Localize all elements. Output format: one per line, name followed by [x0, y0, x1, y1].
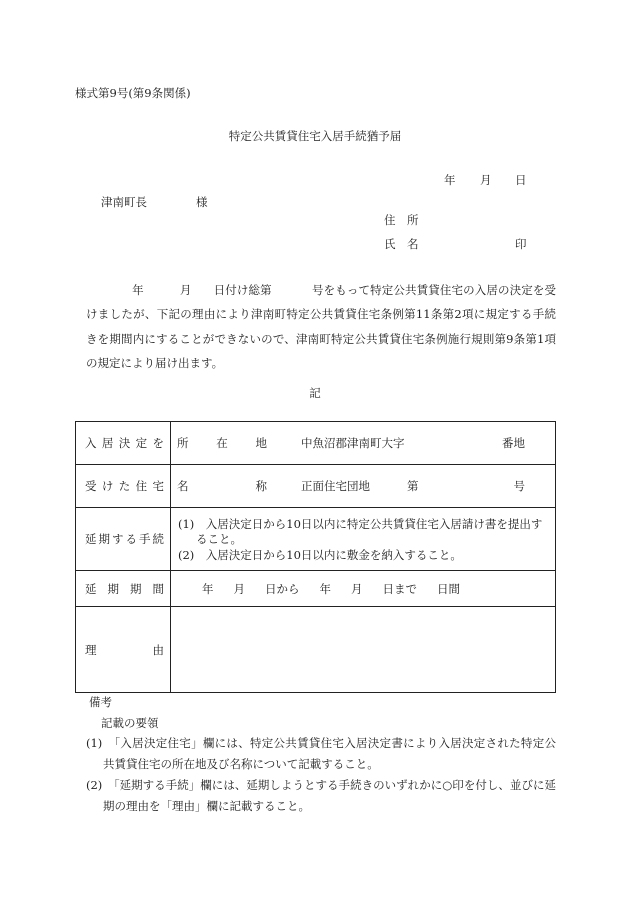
location-value: 中魚沼郡津南町大字 [301, 436, 405, 450]
period-month-2: 月 [351, 581, 363, 596]
procedure-label-cell [76, 508, 171, 571]
body-text: 号をもって特定公共賃貸住宅の入居の決定を受けましたが、下記の理由により津南町特定公共賃貸住宅条例第11条第2項に規定する手続きを期間内にすることができないので、津南町特定公共賃貸住宅条例施行規則第9条第1項の規定により届け出ます。 [86, 283, 557, 370]
document-title: 特定公共賃貸住宅入居手続猶予届 [228, 129, 402, 143]
reason-label: 理 由 [85, 642, 164, 657]
housing-label: 受 け た 住 宅 [85, 479, 164, 493]
procedure-item-1: (1) 入居決定日から10日以内に特定公共賃貸住宅入居請け書を提出すること。 [178, 516, 543, 547]
period-label: 延 期 期 間 [85, 581, 164, 596]
period-year-2: 年 [319, 581, 331, 596]
period-day-from: 日から [265, 581, 300, 596]
body-paragraph [86, 278, 556, 375]
date-month: 月 [480, 173, 492, 187]
period-label-cell [76, 571, 171, 607]
period-month-1: 月 [233, 581, 245, 596]
form-number: 様式第9号(第9条関係) [75, 86, 191, 100]
procedure-cell [171, 508, 556, 571]
location-suffix: 番地 [502, 436, 525, 450]
period-days: 日間 [437, 581, 460, 596]
name-label: 氏 名 [384, 237, 419, 251]
period-day-until: 日まで [382, 581, 417, 596]
date-year: 年 [444, 173, 456, 187]
date-day: 日 [515, 173, 527, 187]
location-key: 所 在 地 [177, 436, 267, 450]
seal-mark: 印 [515, 237, 527, 251]
procedure-label: 延 期 す る 手 続 [85, 532, 164, 546]
period-year-1: 年 [202, 581, 214, 596]
body-blank-year: 年 [132, 283, 144, 297]
row-label-decision [76, 422, 171, 465]
name-go: 号 [513, 479, 525, 493]
procedure-item-2: (2) 入居決定日から10日以内に敷金を納入すること。 [178, 547, 462, 562]
notes-list [86, 733, 556, 817]
ki-heading: 記 [309, 386, 321, 400]
reason-cell [171, 607, 556, 693]
body-dated-number: 日付け総第 [213, 283, 272, 297]
notes-heading: 備考 [89, 695, 112, 709]
name-key: 名 称 [177, 479, 267, 493]
address-label: 住 所 [384, 213, 419, 227]
name-value: 正面住宅団地 [301, 479, 370, 493]
name-cell [171, 465, 556, 508]
decision-label: 入 居 決 定 を [85, 436, 164, 450]
period-cell [171, 571, 556, 607]
addressee-honorific: 様 [196, 195, 208, 209]
body-blank-month: 月 [179, 283, 192, 297]
note-item-1: (1) 「入居決定住宅」欄には、特定公共賃貸住宅入居決定書により入居決定された特定公共賃貸住宅の所在地及び名称について記載すること。 [86, 736, 556, 771]
note-item-2: (2) 「延期する手続」欄には、延期しようとする手続きのいずれかに○印を付し、並びに延期の理由を「理由」欄に記載すること。 [86, 778, 556, 813]
location-cell [171, 422, 556, 465]
row-label-housing [76, 465, 171, 508]
notes-subheading: 記載の要領 [101, 716, 159, 730]
addressee-name: 津南町長 [101, 195, 147, 209]
deferral-table [75, 421, 556, 693]
name-dai: 第 [407, 479, 419, 493]
reason-label-cell [76, 607, 171, 693]
